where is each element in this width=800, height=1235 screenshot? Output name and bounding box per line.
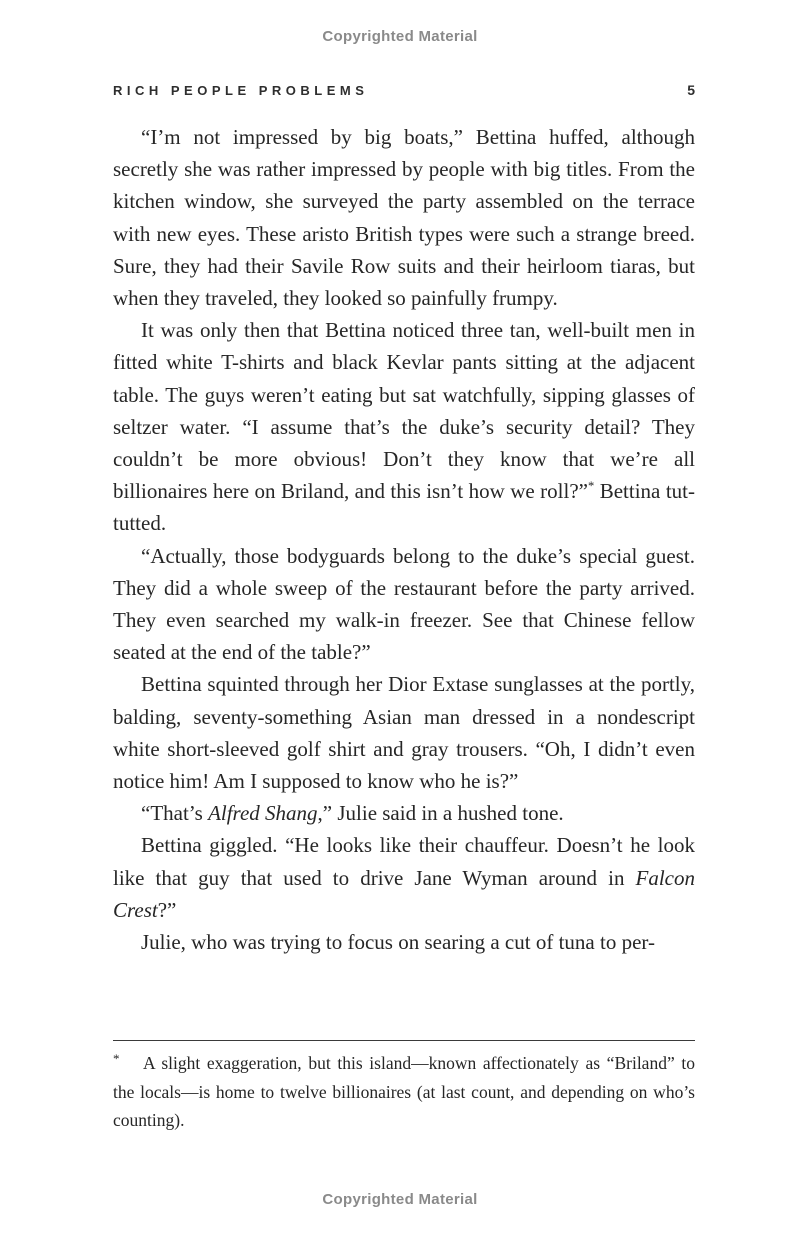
footnote-body [113, 1049, 695, 1135]
paragraph [113, 668, 695, 797]
paragraph-segment: ,” Julie said in a hushed tone. [317, 801, 564, 826]
italic-segment: Alfred Shang [208, 801, 318, 826]
running-header [113, 82, 695, 98]
page-body [113, 121, 695, 958]
running-header-title: RICH PEOPLE PROBLEMS [113, 83, 369, 98]
copyright-notice-top: Copyrighted Material [322, 28, 478, 45]
footnote [113, 1040, 695, 1135]
paragraph-segment: Julie, who was trying to focus on searing a cut of tuna to per- [141, 930, 655, 955]
paragraph-segment: Bettina squinted through her Dior Extase sunglasses at the portly, balding, seventy-something Asian man dressed in a nondescript white short-sleeved golf shirt and gray trousers. “Oh, I didn’t even notice him! Am I supposed to know who he is?” [113, 672, 695, 794]
paragraph [113, 926, 695, 958]
copyright-notice-bottom: Copyrighted Material [322, 1191, 478, 1208]
paragraph-segment: “Actually, those bodyguards belong to the duke’s special guest. They did a whole sweep of the restaurant before the party arrived. They even searched my walk-in freezer. See that Chinese fellow seated at the end of the table?” [113, 543, 695, 665]
paragraph [113, 121, 695, 314]
paragraph-segment: “I’m not impressed by big boats,” Bettina huffed, although secretly she was rather impressed by people with big titles. From the kitchen window, she surveyed the party assembled on the terrace with new eyes. These aristo British types were such a strange breed. Sure, they had their Savile Row suits and their heirloom tiaras, but when they traveled, they looked so painfully frumpy. [113, 125, 695, 311]
footnote-marker: * [113, 1051, 120, 1066]
paragraph [113, 540, 695, 669]
paragraph-segment: It was only then that Bettina noticed three tan, well-built men in fitted white T-shirts and black Kevlar pants sitting at the adjacent table. The guys weren’t eating but sat watchfully, sipping glasses of seltzer water. “I assume that’s the duke’s security detail? They couldn’t be more obvious! Don’t they know that we’re all billionaires here on Briland, and this isn’t how we roll?” [113, 318, 695, 504]
paragraph-segment: “That’s [141, 801, 209, 826]
paragraph [113, 829, 695, 926]
italic-segment: Falcon Crest [113, 865, 695, 922]
paragraph-segment: Bettina tut-tutted. [113, 479, 695, 536]
paragraph [113, 314, 695, 539]
paragraph-segment: Bettina giggled. “He looks like their chauffeur. Doesn’t he look like that guy that used to drive Jane Wyman around in [113, 833, 695, 890]
paragraph [113, 797, 695, 829]
page-number: 5 [687, 82, 695, 98]
paragraph-segment: ?” [157, 897, 177, 922]
footnote-text: A slight exaggeration, but this island—known affectionately as “Briland” to the locals—is home to twelve billionaires (at last count, and depending on who’s counting). [113, 1053, 695, 1130]
footnote-reference-asterisk: * [587, 479, 595, 494]
